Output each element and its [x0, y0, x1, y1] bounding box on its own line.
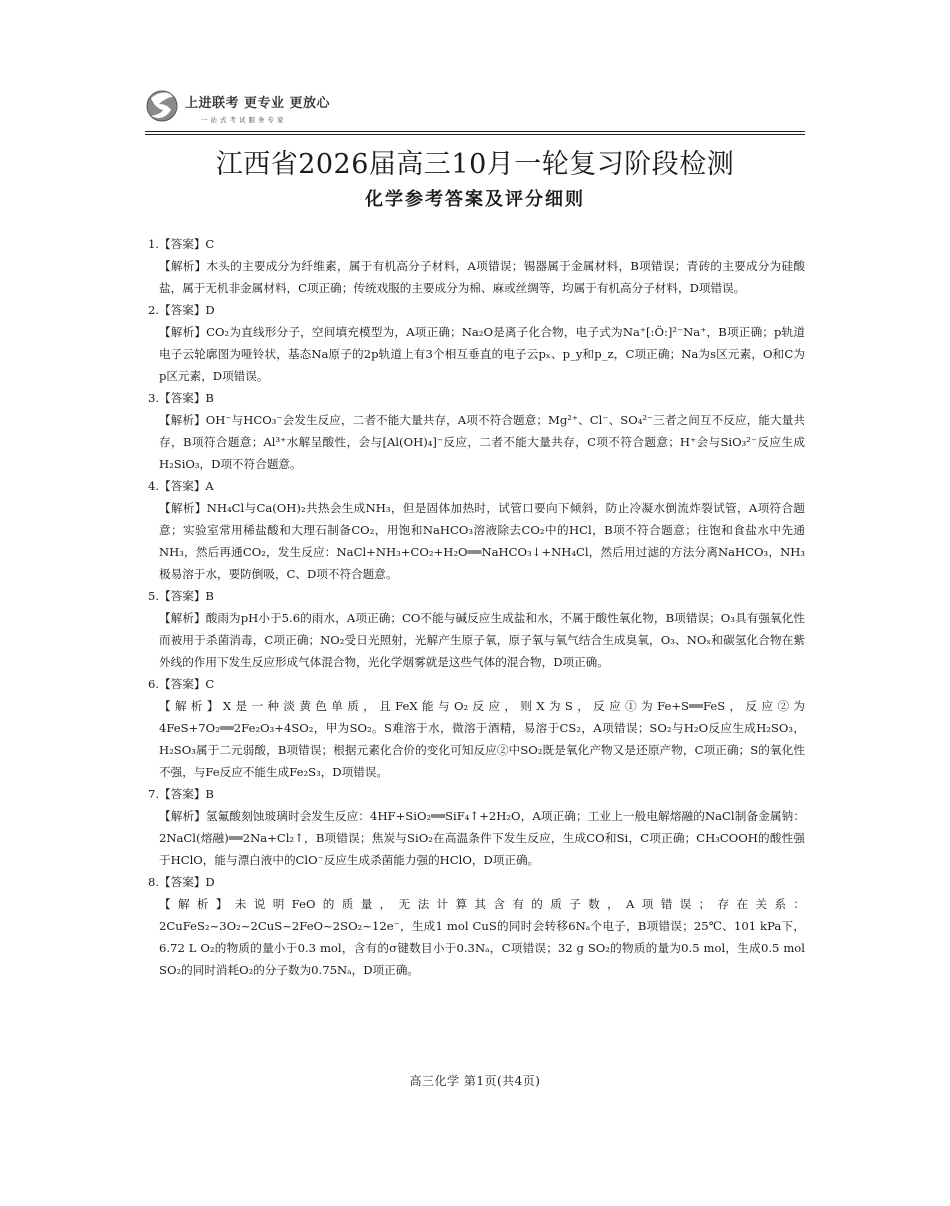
header-divider — [145, 131, 805, 132]
answer-item-3 — [145, 387, 805, 475]
explanation-text: 【解析】OH⁻与HCO₃⁻会发生反应，二者不能大量共存，A项不符合题意；Mg²⁺、Cl⁻、SO₄²⁻三者之间互不反应，能大量共存，B项符合题意；Al³⁺水解呈酸性，会与[Al(OH)₄]⁻反应，二者不能大量共存，C项不符合题意；H⁺会与SiO₃²⁻反应生成H₂SiO₃，D项不符合题意。 — [159, 413, 805, 471]
page-header — [145, 86, 805, 134]
answer-label: 7.【答案】B — [148, 787, 214, 801]
brand-tagline: 一站式考试服务专家 — [201, 116, 287, 124]
explanation-text: 【解析】酸雨为pH小于5.6的雨水，A项正确；CO不能与碱反应生成盐和水，不属于酸性氧化物，B项错误；O₃具有强氧化性而被用于杀菌消毒，C项正确；NO₂受日光照射，光解产生原子氧，原子氧与氧气结合生成臭氧，O₃、NOₓ和碳氢化合物在紫外线的作用下发生反应形成气体混合物，光化学烟雾就是这些气体的混合物，D项正确。 — [159, 611, 805, 669]
answer-label: 8.【答案】D — [148, 875, 215, 889]
answer-item-1 — [145, 233, 805, 299]
page-subtitle: 化学参考答案及评分细则 — [365, 189, 585, 210]
explanation-text: 【解析】木头的主要成分为纤维素，属于有机高分子材料，A项错误；锡器属于金属材料，B项错误；青砖的主要成分为硅酸盐，属于无机非金属材料，C项正确；传统戏服的主要成分为棉、麻或丝绸等，均属于有机高分子材料，D项错误。 — [159, 259, 805, 295]
answer-list — [145, 233, 805, 981]
brand-logo-icon — [145, 86, 181, 126]
explanation-text: 【解析】未说明FeO的质量，无法计算其含有的质子数，A项错误；存在关系：2CuFeS₂~3O₂~2CuS~2FeO~2SO₂~12e⁻，生成1 mol CuS的同时会转移6Nₐ个电子，B项错误；25℃、101 kPa下，6.72 L O₂的物质的量小于0.3 mol，含有的σ键数目小于0.3Nₐ，C项错误；32 g SO₂的物质的量为0.5 mol，生成0.5 mol SO₂的同时消耗O₂的分子数为0.75Nₐ，D项正确。 — [159, 897, 805, 977]
answer-label: 2.【答案】D — [148, 303, 215, 317]
answer-item-4 — [145, 475, 805, 585]
answer-item-2 — [145, 299, 805, 387]
answer-label: 4.【答案】A — [148, 479, 214, 493]
answer-label: 3.【答案】B — [148, 391, 214, 405]
answer-item-7 — [145, 783, 805, 871]
header-divider-secondary — [145, 134, 805, 135]
explanation-text: 【解析】X是一种淡黄色单质，且FeX能与O₂反应，则X为S，反应①为Fe+S══FeS，反应②为4FeS+7O₂══2Fe₂O₃+4SO₂，甲为SO₂。S难溶于水，微溶于酒精，易溶于CS₂，A项错误；SO₂与H₂O反应生成H₂SO₃，H₂SO₃属于二元弱酸，B项错误；根据元素化合价的变化可知反应②中SO₂既是氧化产物又是还原产物，C项正确；S的氧化性不强，与Fe反应不能生成Fe₂S₃，D项错误。 — [159, 699, 805, 779]
brand-slogan: 上进联考 更专业 更放心 — [185, 96, 331, 111]
explanation-text: 【解析】NH₄Cl与Ca(OH)₂共热会生成NH₃，但是固体加热时，试管口要向下倾斜，防止冷凝水倒流炸裂试管，A项符合题意；实验室常用稀盐酸和大理石制备CO₂，用饱和NaHCO₃溶液除去CO₂中的HCl，B项不符合题意；往饱和食盐水中先通NH₃，然后再通CO₂，发生反应：NaCl+NH₃+CO₂+H₂O══NaHCO₃↓+NH₄Cl，然后用过滤的方法分离NaHCO₃，NH₃极易溶于水，要防倒吸，C、D项不符合题意。 — [159, 501, 805, 581]
answer-label: 6.【答案】C — [148, 677, 215, 691]
explanation-text: 【解析】氢氟酸刻蚀玻璃时会发生反应：4HF+SiO₂══SiF₄↑+2H₂O，A项正确；工业上一般电解熔融的NaCl制备金属钠：2NaCl(熔融)══2Na+Cl₂↑，B项错误；焦炭与SiO₂在高温条件下发生反应，生成CO和Si，C项正确；CH₃COOH的酸性强于HClO，能与漂白液中的ClO⁻反应生成杀菌能力强的HClO，D项正确。 — [159, 809, 805, 867]
explanation-text: 【解析】CO₂为直线形分子，空间填充模型为，A项正确；Na₂O是离子化合物，电子式为Na⁺[:Ö:]²⁻Na⁺，B项正确；p轨道电子云轮廓图为哑铃状，基态Na原子的2p轨道上有3个相互垂直的电子云pₓ、p_y和p_z，C项正确；Na为s区元素，O和C为p区元素，D项错误。 — [159, 325, 805, 383]
page-footer: 高三化学 第1页(共4页) — [409, 1074, 541, 1088]
answer-label: 1.【答案】C — [148, 237, 215, 251]
answer-label: 5.【答案】B — [148, 589, 214, 603]
answer-item-6 — [145, 673, 805, 783]
page-title: 江西省2026届高三10月一轮复习阶段检测 — [215, 149, 735, 180]
answer-item-8 — [145, 871, 805, 981]
answer-item-5 — [145, 585, 805, 673]
